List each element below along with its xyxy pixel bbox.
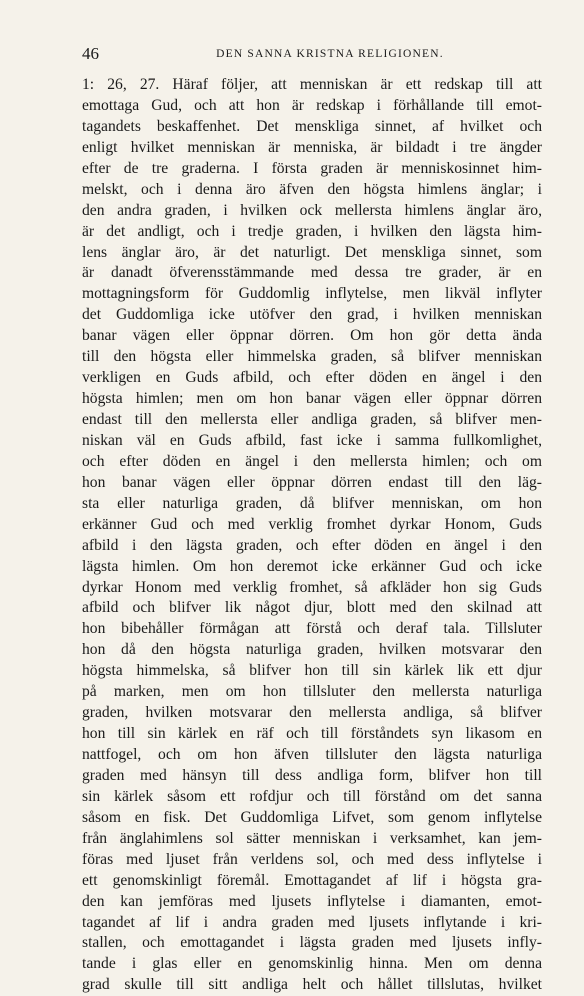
text-line: är det andligt, och i tredje graden, i hvilken den lägsta him- bbox=[82, 222, 542, 240]
text-line: lägsta himlen. Om hon deremot icke erkänner Gud och icke bbox=[82, 557, 542, 575]
running-head: DEN SANNA KRISTNA RELIGIONEN. bbox=[216, 48, 444, 60]
text-line: emottaga Gud, och att hon är redskap i förhållande till emot- bbox=[82, 96, 542, 114]
text-line: afbild i den lägsta graden, och efter döden en ängel i den bbox=[82, 536, 542, 554]
text-line: hon banar vägen eller öppnar dörren endast till den läg- bbox=[82, 473, 542, 491]
text-line: erkänner Gud och med verklig fromhet dyrkar Honom, Guds bbox=[82, 515, 542, 533]
text-line: graden, hvilken motsvarar den mellersta andliga, så blifver bbox=[82, 704, 542, 722]
text-line: såsom en fisk. Det Guddomliga Lifvet, som genom inflytelse bbox=[82, 808, 542, 826]
text-line: på marken, men om hon tillsluter den mellersta naturliga bbox=[82, 683, 542, 701]
text-line: hon till sin kärlek en räf och till förståndets syn likasom en bbox=[82, 725, 542, 743]
page-header bbox=[82, 44, 542, 68]
text-line: hon då den högsta naturliga graden, hvilken motsvarar den bbox=[82, 641, 542, 659]
text-line: enligt hvilket menniskan är menniska, är bildadt i tre ängder bbox=[82, 138, 542, 156]
text-line: 1: 26, 27. Häraf följer, att menniskan är ett redskap till att bbox=[82, 76, 542, 93]
text-line: från änglahimlens sol sätter menniskan i verksamhet, kan jem- bbox=[82, 829, 542, 847]
text-line: efter de tre graderna. I första graden är menniskosinnet him- bbox=[82, 159, 542, 177]
body-text bbox=[82, 75, 542, 996]
text-line: ett genomskinligt föremål. Emottagandet af lif i högsta gra- bbox=[82, 871, 542, 889]
text-line: mottagningsform för Guddomlig inflytelse, men likväl inflyter bbox=[82, 285, 542, 303]
text-line: graden med hänsyn till dess andliga form, blifver hon till bbox=[82, 766, 542, 784]
text-line: hon bibehåller förmågan att förstå och deraf tala. Tillsluter bbox=[82, 620, 542, 638]
text-line: tande i glas eller en genomskinlig hinna. Men om denna bbox=[82, 955, 542, 973]
text-line: högsta himlen; men om hon banar vägen eller öppnar dörren bbox=[82, 390, 542, 408]
text-line: den andra graden, i hvilken ock mellersta himlens änglar äro, bbox=[82, 201, 542, 219]
text-line: tagandet af lif i andra graden med ljusets inflytande i kri- bbox=[82, 913, 542, 931]
text-line: stallen, och emottagandet i lägsta graden med ljusets infly- bbox=[82, 934, 542, 952]
text-line: sin kärlek såsom ett rofdjur och till förstånd om det sanna bbox=[82, 787, 542, 805]
text-line: melskt, och i denna äro äfven den högsta himlens änglar; i bbox=[82, 180, 542, 198]
text-line: grad skulle till sitt andliga helt och hållet tillslutas, hvilket bbox=[82, 976, 542, 994]
text-line: endast till den mellersta eller andliga graden, så blifver men- bbox=[82, 411, 542, 428]
text-line: det Guddomliga icke utöfver den grad, i hvilken menniskan bbox=[82, 306, 542, 324]
text-line: den kan jemföras med ljusets inflytelse i diamanten, emot- bbox=[82, 892, 542, 910]
text-line: är danadt öfverensstämmande med dessa tre grader, är en bbox=[82, 264, 542, 282]
text-line: lens änglar äro, är det naturligt. Det menskliga sinnet, som bbox=[82, 243, 542, 261]
text-line: sta eller naturliga graden, då blifver menniskan, om hon bbox=[82, 494, 542, 512]
text-line: verkligen en Guds afbild, och efter döden en ängel i den bbox=[82, 369, 542, 387]
text-line: banar vägen eller öppnar dörren. Om hon gör detta ända bbox=[82, 327, 542, 345]
text-line: föras med ljuset från verldens sol, och med dess inflytelse i bbox=[82, 850, 542, 868]
text-line: tagandets beskaffenhet. Det menskliga sinnet, af hvilket och bbox=[82, 117, 542, 135]
text-line: högsta himmelska, så blifver hon till sin kärlek lik ett djur bbox=[82, 662, 542, 680]
page-number: 46 bbox=[82, 44, 99, 63]
text-line: afbild och blifver lik något djur, blott med den skilnad att bbox=[82, 599, 542, 617]
text-line: nattfogel, och om hon äfven tillsluter den lägsta naturliga bbox=[82, 746, 542, 763]
text-line: dyrkar Honom med verklig fromhet, så afkläder hon sig Guds bbox=[82, 578, 542, 596]
text-line: niskan väl en Guds afbild, fast icke i samma fullkomlighet, bbox=[82, 431, 542, 449]
text-line: till den högsta eller himmelska graden, så blifver menniskan bbox=[82, 348, 542, 366]
text-line: och efter döden en ängel i den mellersta himlen; och om bbox=[82, 452, 542, 470]
